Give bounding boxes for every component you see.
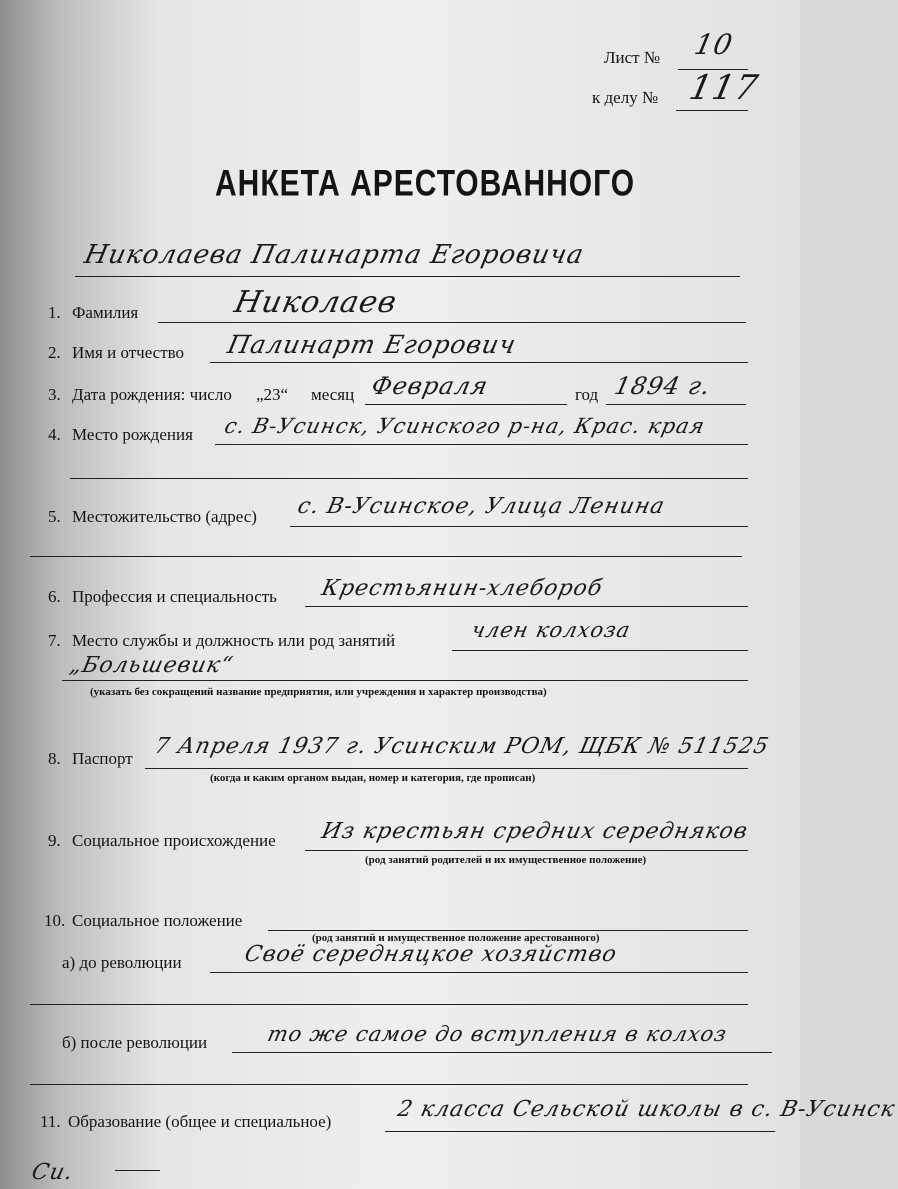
birth-date-label: Дата рождения: число <box>72 385 232 404</box>
before-revolution-value: Своё середняцкое хозяйство <box>242 942 620 967</box>
field-6-number: 6. <box>48 587 61 606</box>
field-1-number: 1. <box>48 303 61 322</box>
page-title: АНКЕТА АРЕСТОВАННОГО <box>215 162 636 204</box>
workplace-value: член колхоза <box>469 618 633 642</box>
surname-label: Фамилия <box>72 303 139 322</box>
birth-month-value: Февраля <box>369 372 491 400</box>
passport-label: Паспорт <box>72 749 133 768</box>
birth-year-value: 1894 г. <box>612 372 714 400</box>
field-9-number: 9. <box>48 831 61 850</box>
after-revolution-label: б) после революции <box>62 1033 208 1052</box>
birth-day-value: „23“ <box>256 385 289 404</box>
sheet-number-value: 10 <box>691 28 737 61</box>
education-value-cont: Си. <box>29 1160 76 1185</box>
field-11-number: 11. <box>40 1112 61 1131</box>
case-number-value: 117 <box>685 68 763 108</box>
profession-label: Профессия и специальность <box>72 587 277 606</box>
field-3-number: 3. <box>48 385 61 404</box>
workplace-value-cont: „Большевик“ <box>67 653 236 678</box>
passport-value: 7 Апреля 1937 г. Усинским РОМ, ЩБК № 511525 <box>152 734 772 759</box>
social-origin-value: Из крестьян средних середняков <box>319 819 751 844</box>
arrested-full-name: Николаева Палинарта Егоровича <box>81 240 587 270</box>
birthplace-label: Место рождения <box>72 425 193 444</box>
surname-value: Николаев <box>231 285 401 320</box>
field-2-number: 2. <box>48 343 61 362</box>
social-status-hint: (род занятий и имущественное положение арестованного) <box>312 932 600 944</box>
field-7-number: 7. <box>48 631 61 650</box>
birth-month-label: месяц <box>311 385 355 404</box>
before-revolution-label: а) до революции <box>62 953 182 972</box>
education-label: Образование (общее и специальное) <box>68 1112 332 1131</box>
name-patronymic-value: Палинарт Егорович <box>224 330 520 359</box>
case-number-label: к делу № <box>592 88 659 107</box>
passport-hint: (когда и каким органом выдан, номер и категория, где прописан) <box>210 772 536 784</box>
name-patronymic-label: Имя и отчество <box>72 343 185 362</box>
education-value: 2 класса Сельской школы в с. В-Усинск <box>395 1097 898 1122</box>
profession-value: Крестьянин-хлебороб <box>319 576 605 601</box>
field-4-number: 4. <box>48 425 61 444</box>
workplace-hint: (указать без сокращений название предприятия, или учреждения и характер производства) <box>90 686 547 698</box>
sheet-number-label: Лист № <box>604 48 661 67</box>
social-origin-hint: (род занятий родителей и их имущественное положение) <box>365 854 647 866</box>
workplace-label: Место службы и должность или род занятий <box>72 631 396 650</box>
field-8-number: 8. <box>48 749 61 768</box>
birth-year-label: год <box>575 385 599 404</box>
field-10-number: 10. <box>44 911 66 930</box>
residence-value: с. В-Усинское, Улица Ленина <box>295 494 668 519</box>
field-5-number: 5. <box>48 507 61 526</box>
residence-label: Местожительство (адрес) <box>72 507 257 526</box>
after-revolution-value: то же самое до вступления в колхоз <box>265 1022 730 1046</box>
social-status-label: Социальное положение <box>72 911 243 930</box>
birthplace-value: с. В-Усинск, Усинского р-на, Крас. края <box>222 414 708 438</box>
social-origin-label: Социальное происхождение <box>72 831 276 850</box>
